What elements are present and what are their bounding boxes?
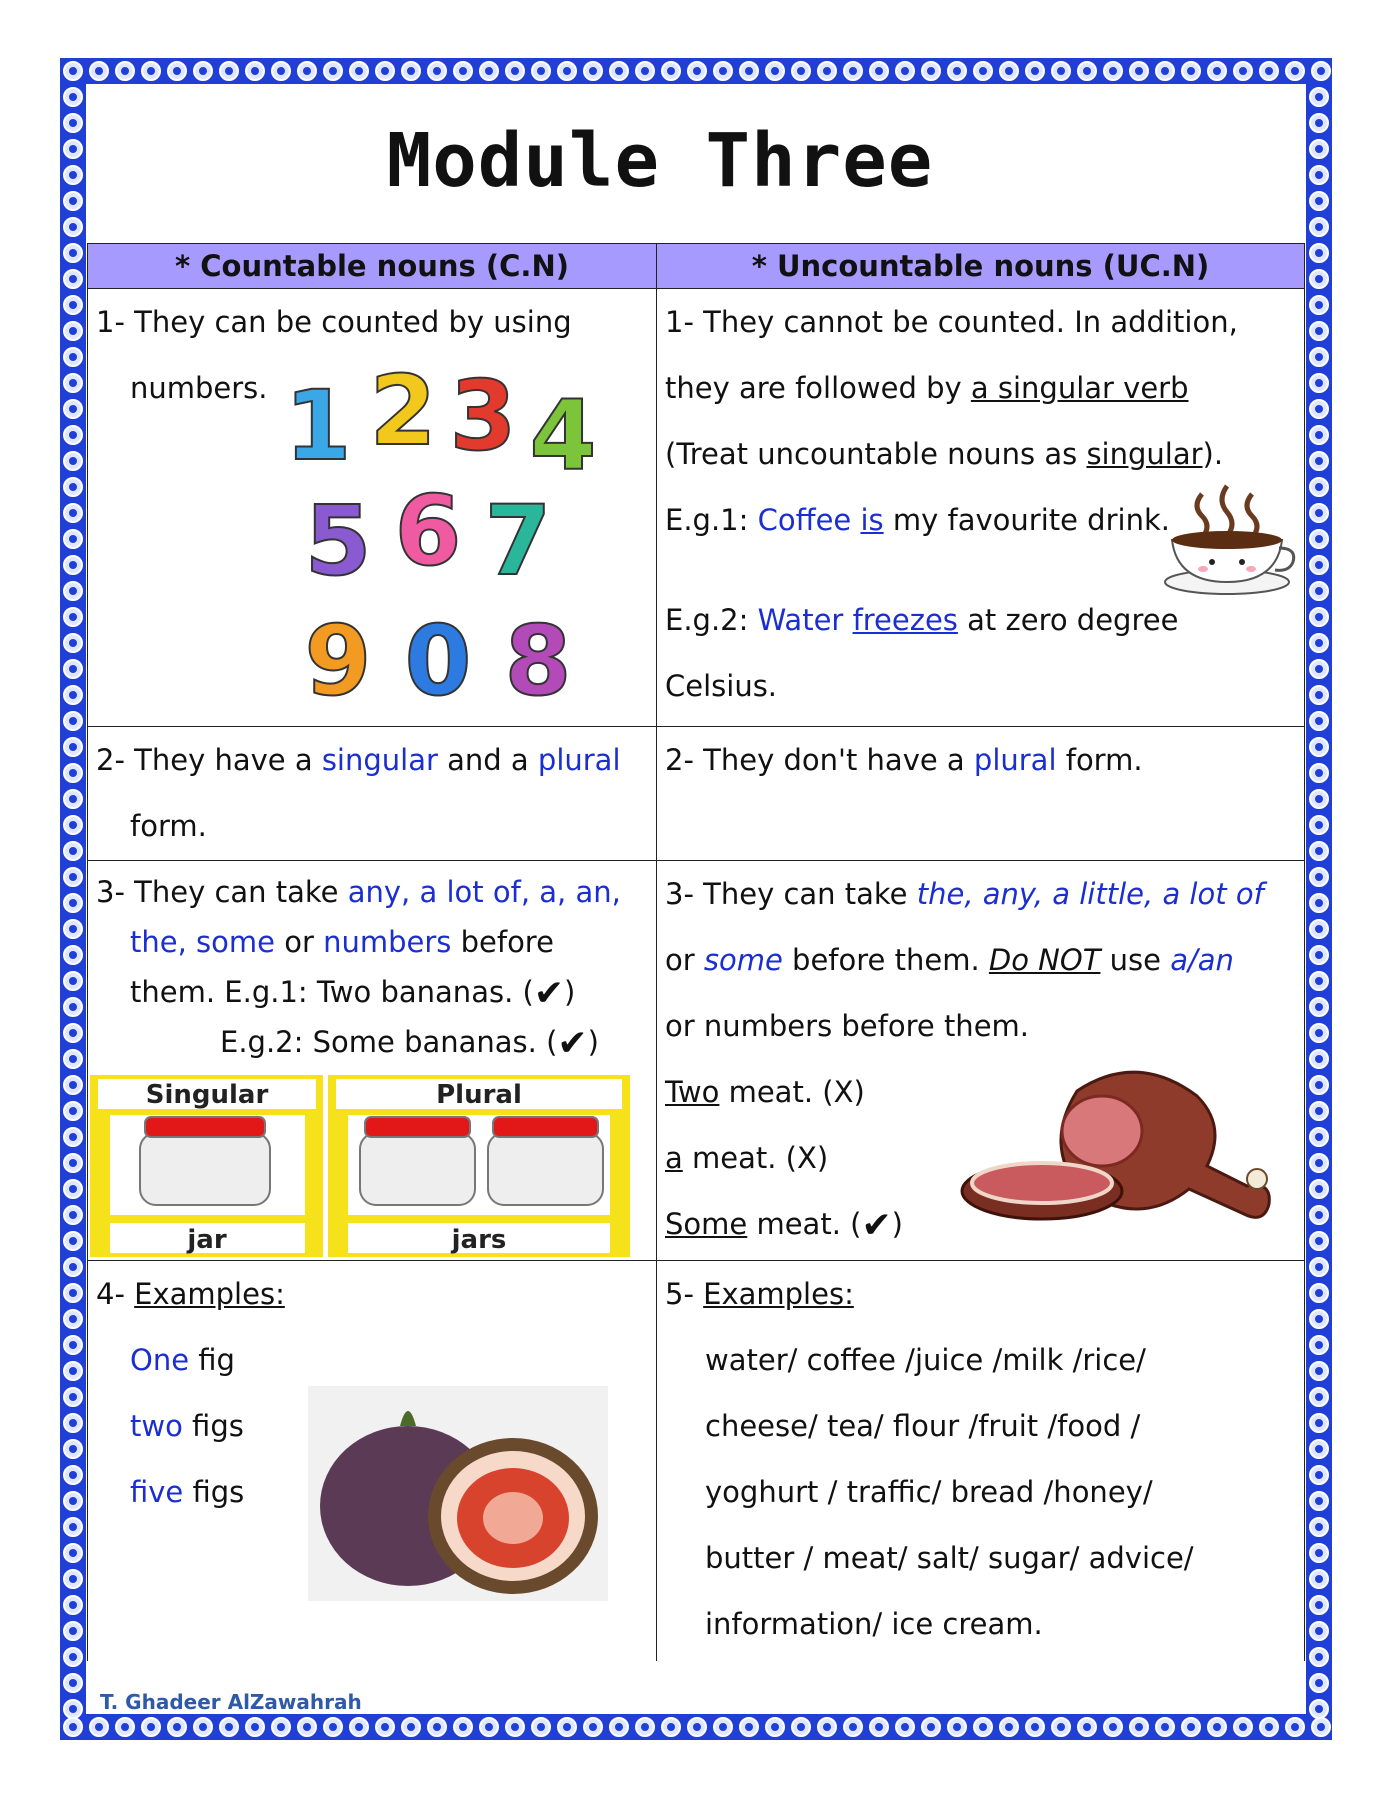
- check-icon: ✔: [557, 1023, 588, 1064]
- label-plural: Plural: [436, 1080, 522, 1110]
- countable-examples: 4- Examples: One fig two figs five figs: [88, 1261, 656, 1525]
- coffee-cup-illustration: [1157, 474, 1297, 599]
- numbers-illustration: [273, 349, 603, 709]
- uncountable-rule-2: 2- They don't have a plural form.: [665, 743, 1143, 777]
- check-icon: ✔: [533, 973, 564, 1014]
- number-icon: 2: [369, 355, 437, 467]
- singular-plural-jars-illustration: [90, 1075, 630, 1257]
- number-icon: 8: [504, 605, 572, 709]
- figs-illustration: [308, 1386, 608, 1601]
- number-icon: 0: [404, 605, 472, 709]
- number-icon: 3: [449, 360, 517, 472]
- page-title: Module Three: [386, 118, 934, 204]
- example-water: E.g.2: Water freezes at zero degree: [665, 603, 1179, 637]
- label-singular: Singular: [145, 1080, 269, 1110]
- uncountable-examples: 5- Examples: water/ coffee /juice /milk /rice/ cheese/ tea/ flour /fruit /food / yoghurt / traffic/ bread /honey/ butter / meat/ salt/ sugar/ advice/ information/ ice cream.: [665, 1277, 1194, 1641]
- label-jar: jar: [187, 1225, 227, 1255]
- number-icon: 7: [484, 485, 552, 597]
- check-icon: ✔: [861, 1205, 892, 1246]
- number-icon: 5: [304, 485, 372, 597]
- countable-rule-1: 1- They can be counted by using numbers. 1 2 3 4 5 6 7 9 0 8: [88, 289, 656, 421]
- example-coffee: E.g.1: Coffee is my favourite drink.: [665, 503, 1170, 537]
- uncountable-rule-1: 1- They cannot be counted. In addition, they are followed by a singular verb (Treat uncountable nouns as singular). E.g.1: Coffee is my favourite drink. E.g.2: Water freezes at zero degree Celsius.: [657, 289, 1304, 719]
- number-icon: 6: [394, 475, 462, 587]
- number-icon: 9: [304, 605, 372, 709]
- number-icon: 4: [529, 380, 597, 492]
- uncountable-rule-3: 3- They can take the, any, a little, a lot of or some before them. Do NOT use a/an or numbers before them. Two meat. (X) a meat. (X) Some meat. (✔): [657, 861, 1304, 1257]
- countable-rule-2: 2- They have a singular and a plural form.: [96, 743, 621, 843]
- meat-illustration: [957, 1051, 1277, 1241]
- countable-rule-3: 3- They can take any, a lot of, a, an, the, some or numbers before them. E.g.1: Two bananas. (✔) E.g.2: Some bananas. (✔) Singular Plural jar jars: [88, 861, 656, 1257]
- header-uncountable: * Uncountable nouns (UC.N): [657, 244, 1305, 289]
- label-jars: jars: [451, 1225, 507, 1255]
- header-countable: * Countable nouns (C.N): [88, 244, 657, 289]
- author-footer: T. Ghadeer AlZawahrah: [100, 1690, 362, 1714]
- nouns-comparison-table: [87, 243, 1305, 1661]
- number-icon: 1: [284, 370, 352, 482]
